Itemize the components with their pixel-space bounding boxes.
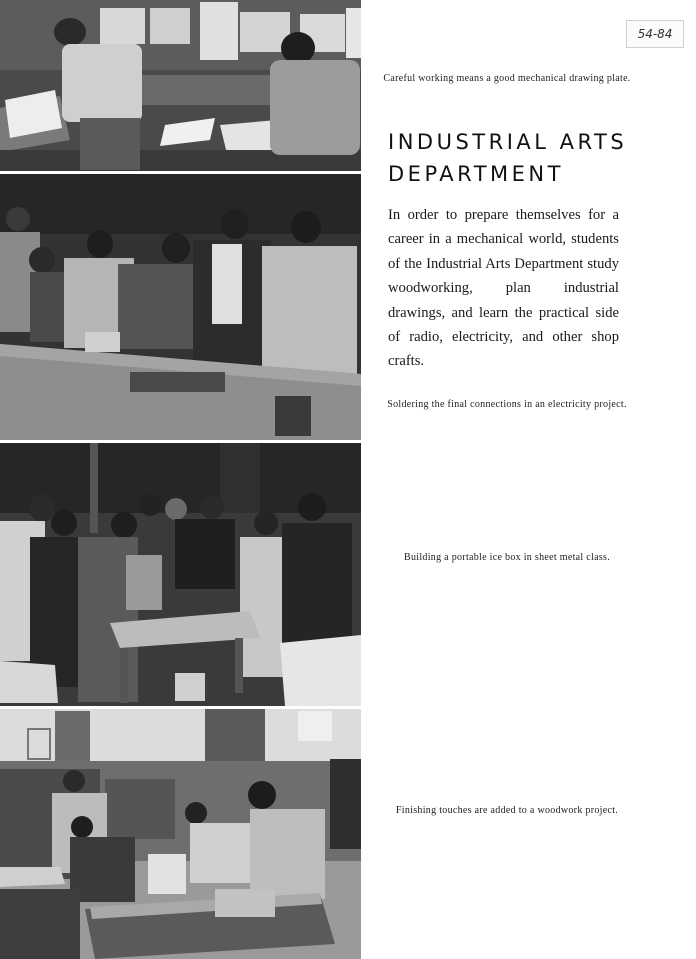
photo-sheet-metal-class-image: [0, 443, 361, 706]
page-title-line-1: INDUSTRIAL ARTS: [388, 130, 628, 154]
department-description: In order to prepare themselves for a career in a mechanical world, students of the Industrial Arts Department study woodworking, plan industrial drawings, and learn the practical side of radio, electricity, and other shop crafts.: [388, 207, 619, 370]
caption-soldering: Soldering the final connections in an electricity project.: [387, 399, 627, 410]
page-number: 54-84: [626, 20, 684, 48]
photo-electricity-soldering-image: [0, 174, 361, 440]
caption-mechanical-drawing: Careful working means a good mechanical drawing plate.: [383, 73, 631, 84]
caption-woodwork: Finishing touches are added to a woodwork project.: [395, 805, 619, 816]
photo-mechanical-drawing-image: [0, 0, 361, 171]
page-title-line-2: DEPARTMENT: [388, 162, 564, 186]
page-title: [388, 126, 688, 190]
photo-woodwork-shop: [0, 709, 361, 959]
caption-sheet-metal: Building a portable ice box in sheet metal class.: [403, 552, 611, 563]
photo-sheet-metal-class: [0, 443, 361, 706]
photo-electricity-soldering: [0, 174, 361, 440]
photo-mechanical-drawing: [0, 0, 361, 171]
photo-woodwork-shop-image: [0, 709, 361, 959]
